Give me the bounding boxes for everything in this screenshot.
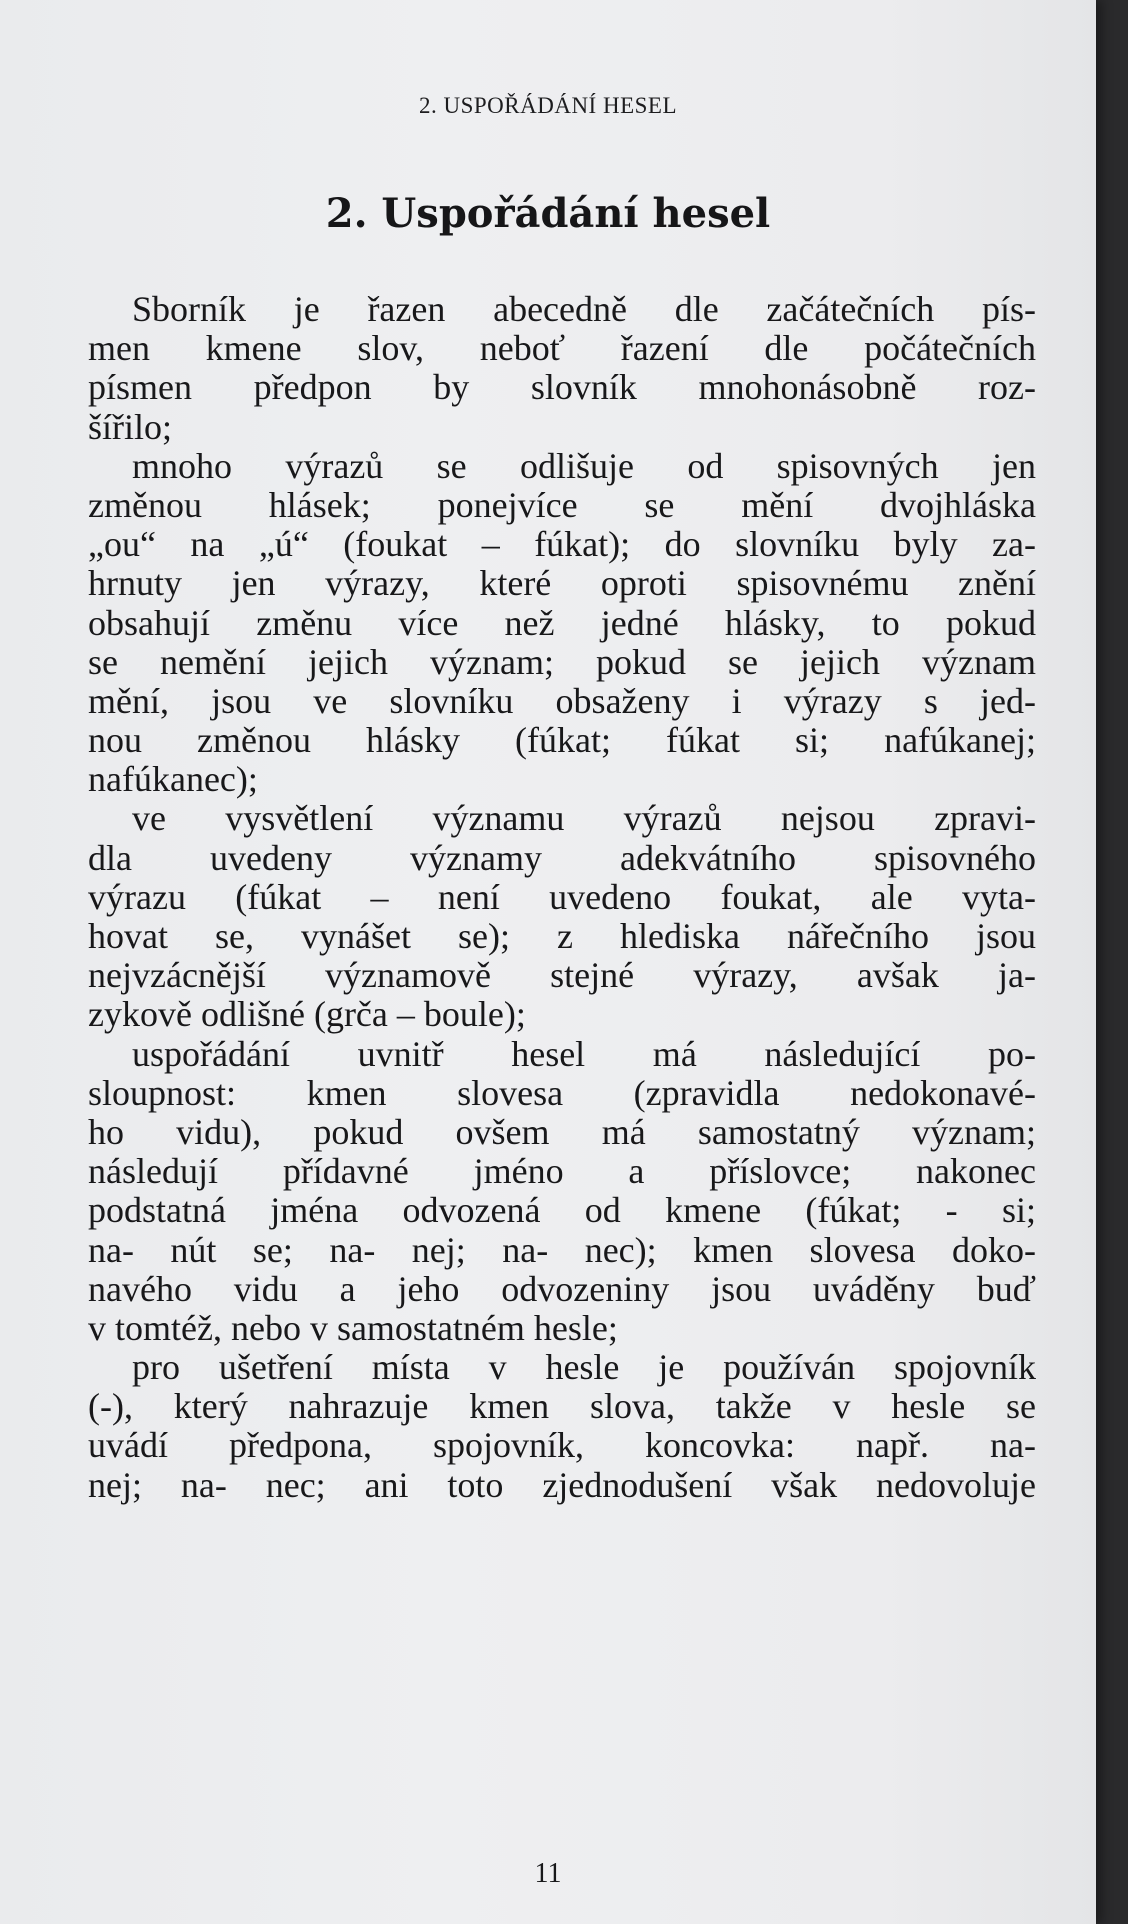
text-line: hovat se, vynášet se); z hlediska nářečního jsou bbox=[88, 916, 1036, 956]
body-text bbox=[88, 290, 1036, 1505]
text-line: obsahují změnu více než jedné hlásky, to pokud bbox=[88, 602, 1036, 643]
text-line: sloupnost: kmen slovesa (zpravidla nedokonavé- bbox=[88, 1072, 1036, 1113]
text-line: men kmene slov, neboť řazení dle počátečních bbox=[88, 328, 1036, 369]
text-line: výrazu (fúkat – není uvedeno foukat, ale vyta- bbox=[88, 876, 1036, 917]
text-line: šířilo; bbox=[88, 406, 173, 447]
text-line: na- nút se; na- nej; na- nec); kmen slovesa doko- bbox=[88, 1229, 1036, 1270]
text-line: mnoho výrazů se odlišuje od spisovných jen bbox=[132, 445, 1036, 486]
text-line: uspořádání uvnitř hesel má následující po- bbox=[132, 1033, 1036, 1074]
text-line: nej; na- nec; ani toto zjednodušení však nedovoluje bbox=[88, 1464, 1036, 1505]
page-number: 11 bbox=[534, 1858, 562, 1889]
text-line: písmen předpon by slovník mnohonásobně roz- bbox=[88, 367, 1036, 408]
text-line: nafúkanec); bbox=[88, 759, 258, 800]
text-line: Sborník je řazen abecedně dle začátečních pís- bbox=[132, 289, 1036, 329]
text-line: dla uvedeny významy adekvátního spisovného bbox=[88, 837, 1036, 878]
text-line: uvádí předpona, spojovník, koncovka: např. na- bbox=[88, 1425, 1036, 1466]
section-title: 2. Uspořádání hesel bbox=[325, 190, 771, 237]
text-line: pro ušetření místa v hesle je používán spojovník bbox=[132, 1347, 1036, 1388]
text-line: „ou“ na „ú“ (foukat – fúkat); do slovníku byly za- bbox=[88, 524, 1036, 565]
text-line: ho vidu), pokud ovšem má samostatný význam; bbox=[88, 1111, 1036, 1152]
text-line: podstatná jména odvozená od kmene (fúkat; - si; bbox=[88, 1190, 1036, 1231]
text-line: navého vidu a jeho odvozeniny jsou uváděny buď bbox=[88, 1268, 1036, 1309]
text-line: následují přídavné jméno a příslovce; nakonec bbox=[88, 1151, 1036, 1192]
text-line: ve vysvětlení významu výrazů nejsou zpravi- bbox=[132, 798, 1036, 839]
text-line: nou změnou hlásky (fúkat; fúkat si; nafúkanej; bbox=[88, 720, 1036, 761]
text-line: nejvzácnější významově stejné výrazy, avšak ja- bbox=[88, 955, 1036, 996]
text-line: se nemění jejich význam; pokud se jejich význam bbox=[88, 641, 1036, 682]
text-line: zykově odlišné (grča – boule); bbox=[88, 994, 526, 1035]
text-line: hrnuty jen výrazy, které oproti spisovnému znění bbox=[88, 563, 1036, 604]
text-line: (-), který nahrazuje kmen slova, takže v hesle se bbox=[88, 1386, 1036, 1427]
text-line: v tomtéž, nebo v samostatném hesle; bbox=[88, 1307, 618, 1348]
text-line: mění, jsou ve slovníku obsaženy i výrazy s jed- bbox=[88, 680, 1036, 721]
text-line: změnou hlásek; ponejvíce se mění dvojhláska bbox=[88, 484, 1036, 525]
running-head: 2. USPOŘÁDÁNÍ HESEL bbox=[418, 93, 678, 118]
